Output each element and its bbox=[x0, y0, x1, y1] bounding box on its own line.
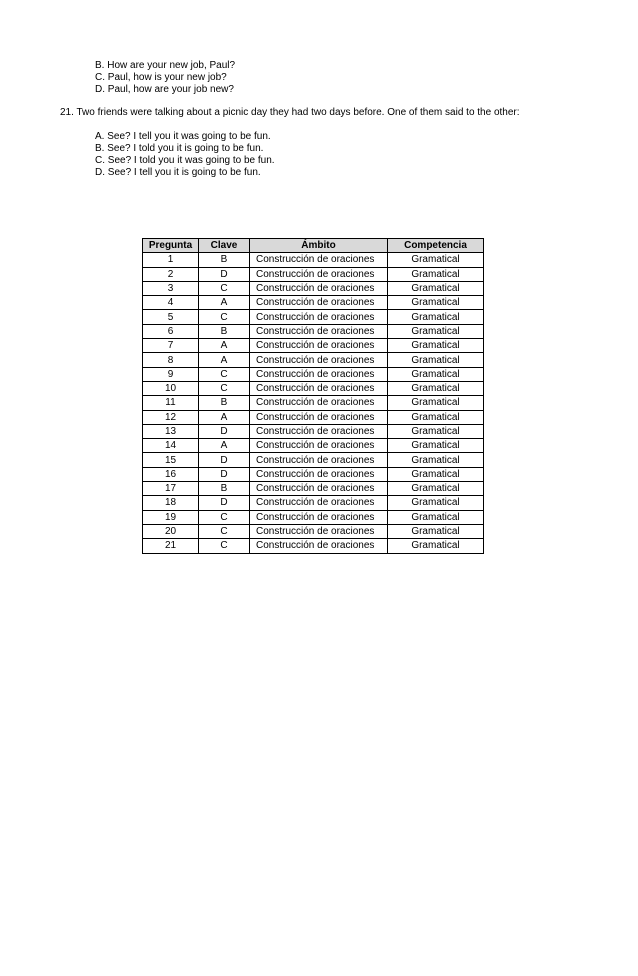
table-row bbox=[143, 339, 484, 353]
table-row bbox=[143, 496, 484, 510]
ambito-cell: Construcción de oraciones bbox=[250, 482, 388, 496]
clave-cell: C bbox=[199, 539, 250, 553]
ambito-cell: Construcción de oraciones bbox=[250, 524, 388, 538]
pregunta-cell: 18 bbox=[143, 496, 199, 510]
ambito-cell: Construcción de oraciones bbox=[250, 281, 388, 295]
pregunta-cell: 15 bbox=[143, 453, 199, 467]
competencia-cell: Gramatical bbox=[388, 496, 484, 510]
clave-cell: B bbox=[199, 482, 250, 496]
table-row bbox=[143, 324, 484, 338]
table-row bbox=[143, 396, 484, 410]
option-b: B. How are your new job, Paul? bbox=[95, 60, 236, 71]
clave-cell: B bbox=[199, 324, 250, 338]
clave-cell: A bbox=[199, 296, 250, 310]
competencia-cell: Gramatical bbox=[388, 453, 484, 467]
header-clave: Clave bbox=[199, 239, 250, 253]
clave-cell: D bbox=[199, 267, 250, 281]
table-row bbox=[143, 253, 484, 267]
competencia-cell: Gramatical bbox=[388, 482, 484, 496]
ambito-cell: Construcción de oraciones bbox=[250, 324, 388, 338]
table-row bbox=[143, 524, 484, 538]
pregunta-cell: 21 bbox=[143, 539, 199, 553]
competencia-cell: Gramatical bbox=[388, 424, 484, 438]
clave-cell: A bbox=[199, 339, 250, 353]
competencia-cell: Gramatical bbox=[388, 381, 484, 395]
competencia-cell: Gramatical bbox=[388, 510, 484, 524]
clave-cell: D bbox=[199, 467, 250, 481]
ambito-cell: Construcción de oraciones bbox=[250, 296, 388, 310]
ambito-cell: Construcción de oraciones bbox=[250, 353, 388, 367]
competencia-cell: Gramatical bbox=[388, 310, 484, 324]
table-row bbox=[143, 310, 484, 324]
table-row bbox=[143, 296, 484, 310]
ambito-cell: Construcción de oraciones bbox=[250, 253, 388, 267]
pregunta-cell: 3 bbox=[143, 281, 199, 295]
option-a: A. See? I tell you it was going to be fun. bbox=[95, 131, 271, 142]
pregunta-cell: 12 bbox=[143, 410, 199, 424]
table-row bbox=[143, 539, 484, 553]
ambito-cell: Construcción de oraciones bbox=[250, 339, 388, 353]
clave-cell: A bbox=[199, 410, 250, 424]
clave-cell: D bbox=[199, 424, 250, 438]
pregunta-cell: 14 bbox=[143, 439, 199, 453]
competencia-cell: Gramatical bbox=[388, 410, 484, 424]
pregunta-cell: 9 bbox=[143, 367, 199, 381]
ambito-cell: Construcción de oraciones bbox=[250, 381, 388, 395]
competencia-cell: Gramatical bbox=[388, 524, 484, 538]
ambito-cell: Construcción de oraciones bbox=[250, 439, 388, 453]
clave-cell: D bbox=[199, 453, 250, 467]
ambito-cell: Construcción de oraciones bbox=[250, 496, 388, 510]
option-b: B. See? I told you it is going to be fun. bbox=[95, 143, 264, 154]
clave-cell: C bbox=[199, 524, 250, 538]
competencia-cell: Gramatical bbox=[388, 539, 484, 553]
competencia-cell: Gramatical bbox=[388, 439, 484, 453]
clave-cell: D bbox=[199, 496, 250, 510]
pregunta-cell: 11 bbox=[143, 396, 199, 410]
pregunta-cell: 1 bbox=[143, 253, 199, 267]
option-d: D. Paul, how are your job new? bbox=[95, 84, 234, 95]
table-row bbox=[143, 453, 484, 467]
competencia-cell: Gramatical bbox=[388, 296, 484, 310]
pregunta-cell: 13 bbox=[143, 424, 199, 438]
table-row bbox=[143, 410, 484, 424]
clave-cell: B bbox=[199, 253, 250, 267]
ambito-cell: Construcción de oraciones bbox=[250, 424, 388, 438]
ambito-cell: Construcción de oraciones bbox=[250, 396, 388, 410]
clave-cell: A bbox=[199, 353, 250, 367]
option-c: C. See? I told you it was going to be fun. bbox=[95, 155, 275, 166]
pregunta-cell: 17 bbox=[143, 482, 199, 496]
ambito-cell: Construcción de oraciones bbox=[250, 410, 388, 424]
table-row bbox=[143, 482, 484, 496]
clave-cell: C bbox=[199, 510, 250, 524]
competencia-cell: Gramatical bbox=[388, 324, 484, 338]
header-competencia: Competencia bbox=[388, 239, 484, 253]
ambito-cell: Construcción de oraciones bbox=[250, 539, 388, 553]
competencia-cell: Gramatical bbox=[388, 281, 484, 295]
clave-cell: A bbox=[199, 439, 250, 453]
competencia-cell: Gramatical bbox=[388, 267, 484, 281]
clave-cell: C bbox=[199, 367, 250, 381]
question-21: 21. Two friends were talking about a picnic day they had two days before. One of them said to the other: bbox=[60, 107, 520, 118]
option-c: C. Paul, how is your new job? bbox=[95, 72, 227, 83]
table-row bbox=[143, 367, 484, 381]
ambito-cell: Construcción de oraciones bbox=[250, 467, 388, 481]
clave-cell: C bbox=[199, 310, 250, 324]
table-row bbox=[143, 424, 484, 438]
table-row bbox=[143, 439, 484, 453]
pregunta-cell: 16 bbox=[143, 467, 199, 481]
clave-cell: C bbox=[199, 281, 250, 295]
ambito-cell: Construcción de oraciones bbox=[250, 367, 388, 381]
pregunta-cell: 19 bbox=[143, 510, 199, 524]
table-row bbox=[143, 267, 484, 281]
pregunta-cell: 20 bbox=[143, 524, 199, 538]
pregunta-cell: 6 bbox=[143, 324, 199, 338]
clave-cell: B bbox=[199, 396, 250, 410]
answer-key-table bbox=[142, 238, 484, 554]
pregunta-cell: 2 bbox=[143, 267, 199, 281]
table-row bbox=[143, 381, 484, 395]
table-row bbox=[143, 510, 484, 524]
competencia-cell: Gramatical bbox=[388, 396, 484, 410]
competencia-cell: Gramatical bbox=[388, 339, 484, 353]
ambito-cell: Construcción de oraciones bbox=[250, 510, 388, 524]
competencia-cell: Gramatical bbox=[388, 353, 484, 367]
table-body bbox=[143, 253, 484, 553]
ambito-cell: Construcción de oraciones bbox=[250, 310, 388, 324]
table-row bbox=[143, 467, 484, 481]
clave-cell: C bbox=[199, 381, 250, 395]
table-row bbox=[143, 353, 484, 367]
pregunta-cell: 5 bbox=[143, 310, 199, 324]
competencia-cell: Gramatical bbox=[388, 467, 484, 481]
table-row bbox=[143, 281, 484, 295]
ambito-cell: Construcción de oraciones bbox=[250, 267, 388, 281]
pregunta-cell: 8 bbox=[143, 353, 199, 367]
competencia-cell: Gramatical bbox=[388, 367, 484, 381]
ambito-cell: Construcción de oraciones bbox=[250, 453, 388, 467]
competencia-cell: Gramatical bbox=[388, 253, 484, 267]
header-pregunta: Pregunta bbox=[143, 239, 199, 253]
option-d: D. See? I tell you it is going to be fun. bbox=[95, 167, 261, 178]
pregunta-cell: 7 bbox=[143, 339, 199, 353]
pregunta-cell: 10 bbox=[143, 381, 199, 395]
table-header-row bbox=[143, 239, 484, 253]
header-ambito: Ámbito bbox=[250, 239, 388, 253]
pregunta-cell: 4 bbox=[143, 296, 199, 310]
